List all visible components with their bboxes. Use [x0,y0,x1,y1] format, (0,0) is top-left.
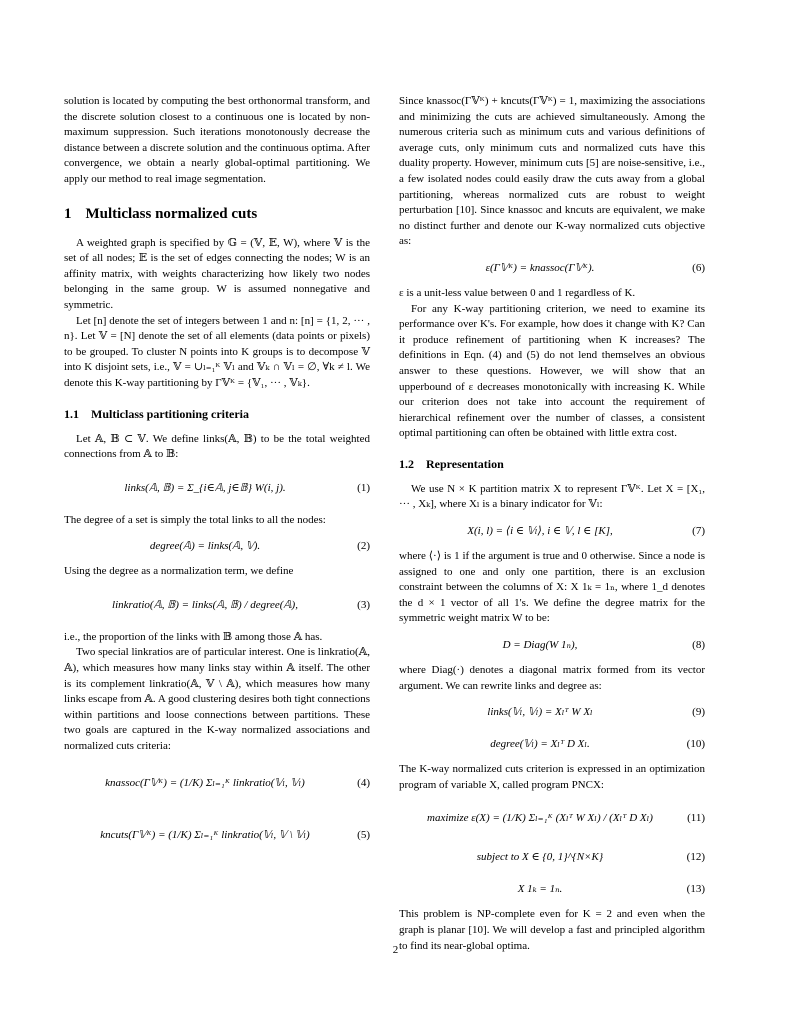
paragraph: Two special linkratios are of particular interest. One is linkratio(𝔸, 𝔸), which measures how many links stay within 𝔸 itself. The other is its complement linkratio(𝔸, 𝕍 \ 𝔸), which measures how many links escape from 𝔸. A good clustering desires both tight connections within partitions and loose connections between partitions. These two goals are captured in the K-way normalized associations and normalized cuts criteria: [64,646,370,753]
equation [64,584,370,626]
paragraph: Since knassoc(Γ𝕍ᴷ) + kncuts(Γ𝕍ᴷ) = 1, maximizing the associations and minimizing the cuts are achieved simultaneously. Among the numerous criteria such as minimum cuts and various definitions of average cuts, only minimum cuts and normalized cuts have this duality property. However, minimum cuts [5] are noise-sensitive, i.e., a few isolated nodes could easily draw the cuts away from a global partitioning, whereas normalized cuts are robust to weight perturbation [10]. Since knassoc and kncuts are equivalent, we make no distinct further and denote our K-way normalized cuts objective as: [399,95,705,248]
equation-number: (8) [692,639,705,652]
paragraph: Let 𝔸, 𝔹 ⊂ 𝕍. We define links(𝔸, 𝔹) to be the total weighted connections from 𝔸 to 𝔹: [64,432,370,461]
paragraph: We use N × K partition matrix X to represent Γ𝕍ᴷ. Let X = [X₁, ··· , Xₖ], where Xₗ is a binary indicator for 𝕍ₗ: [399,482,705,511]
subsection-number: 1.1 [64,406,79,421]
equation [399,875,705,903]
equation [399,698,705,726]
equation-body: links(𝔸, 𝔹) = Σ_{i∈𝔸, j∈𝔹} W(i, j). [124,481,286,494]
equation-number: (11) [687,812,705,825]
equation-number: (7) [692,525,705,538]
equation-number: (3) [357,598,370,611]
subsection-title: Representation [426,456,504,471]
right-column [399,94,705,954]
paragraph: i.e., the proportion of the links with 𝔹 among those 𝔸 has. [64,630,323,643]
equation-number: (12) [686,851,705,864]
paragraph: This problem is NP-complete even for K = 2 and even when the graph is planar [10]. We will develop a fast and principled algorithm to find its near-global optima. [399,908,705,952]
equation-number: (5) [357,828,370,841]
paragraph: where Diag(·) denotes a diagonal matrix formed from its vector argument. We can rewrite links and degree as: [399,664,705,692]
equation [64,811,370,859]
equation-body: subject to X ∈ {0, 1}^{N×K} [476,851,604,864]
paragraph: ε is a unit-less value between 0 and 1 regardless of K. [399,286,636,299]
equation [64,467,370,509]
equation-number: (2) [357,540,370,553]
equation-body: X 1ₖ = 1ₙ. [517,883,563,896]
subsection-heading [64,406,370,422]
equation [399,797,705,839]
equation-body: D = Diag(W 1ₙ), [502,639,578,652]
equation-number: (13) [686,883,705,896]
paragraph: The K-way normalized cuts criterion is expressed in an optimization program of variable X, called program PNCX: [399,763,705,791]
equation [399,730,705,758]
paragraph: The degree of a set is simply the total links to all the nodes: [64,513,326,526]
paragraph: solution is located by computing the best orthonormal transform, and the discrete solution closest to a continuous one is located by non-maximum suppression. Such iterations monotonously decrease the distance between a discrete solution and the continuous optima. After convergence, we obtain a nearly global-optimal partitioning. We apply our method to real image segmentation. [64,95,370,185]
paragraph: Let [n] denote the set of integers between 1 and n: [n] = {1, 2, ··· , n}. Let 𝕍 = [N] denote the set of all elements (data points or pixels) to be grouped. To cluster N points into K groups is to decompose 𝕍 into K disjoint sets, i.e., 𝕍 = ∪ₗ₌₁ᴷ 𝕍ₗ and 𝕍ₖ ∩ 𝕍ₗ = ∅, ∀k ≠ l. We denote this K-way partitioning by Γ𝕍ᴷ = {𝕍₁, ··· , 𝕍ₖ}. [64,314,370,389]
paragraph: A weighted graph is specified by 𝔾 = (𝕍, 𝔼, W), where 𝕍 is the set of all nodes; 𝔼 is the set of edges connecting the nodes; W is an affinity matrix, with weights characterizing how likely two nodes belonging in the same group. W is assumed nonnegative and symmetric. [64,236,370,311]
equation-number: (4) [357,776,370,789]
equation [399,843,705,871]
equation-body: kncuts(Γ𝕍ᴷ) = (1/K) Σₗ₌₁ᴷ linkratio(𝕍ₗ, 𝕍 \ 𝕍ₗ) [100,828,310,841]
equation [64,532,370,560]
equation-number: (9) [692,706,705,719]
equation-body: links(𝕍ₗ, 𝕍ₗ) = Xₗᵀ W Xₗ [487,706,593,719]
section-heading [64,204,370,224]
equation-body: linkratio(𝔸, 𝔹) = links(𝔸, 𝔹) / degree(𝔸), [112,598,298,611]
subsection-number: 1.2 [399,456,414,471]
left-column [64,94,370,863]
equation [399,254,705,282]
section-title: Multiclass normalized cuts [85,205,258,222]
equation-number: (1) [357,481,370,494]
paragraph: Using the degree as a normalization term, we define [64,565,294,578]
equation [399,517,705,545]
page-number: 2 [392,944,399,956]
equation [64,759,370,807]
equation-body: degree(𝔸) = links(𝔸, 𝕍). [149,540,261,553]
equation-body: maximize ε(X) = (1/K) Σₗ₌₁ᴷ (Xₗᵀ W Xₗ) / (Xₗᵀ D Xₗ) [427,812,653,825]
equation-body: X(i, l) = ⟨i ∈ 𝕍ₗ⟩, i ∈ 𝕍, l ∈ [K], [467,525,613,538]
equation-body: knassoc(Γ𝕍ᴷ) = (1/K) Σₗ₌₁ᴷ linkratio(𝕍ₗ, 𝕍ₗ) [105,776,305,789]
section-number: 1 [64,205,72,222]
paragraph: For any K-way partitioning criterion, we need to examine its performance over K's. For example, how does it change with K? Can it produce refinement of partitioning when K increases? The definitions in Eqn. (4) and (5) do not lend themselves an obvious answer to these questions. However, we will show that an upperbound of ε decreases monotonically with increasing K. While our criterion does not take into account the requirement of hierarchical refinement over the number of classes, a consistent optimal partitioning can often be obtained with little extra cost. [399,302,705,440]
subsection-title: Multiclass partitioning criteria [91,406,249,421]
equation [399,631,705,659]
subsection-heading [399,456,705,472]
equation-number: (6) [692,261,705,274]
equation-body: ε(Γ𝕍ᴷ) = knassoc(Γ𝕍ᴷ). [485,261,595,274]
paragraph: where ⟨·⟩ is 1 if the argument is true and 0 otherwise. Since a node is assigned to one and only one partition, there is an exclusion constraint between the columns of X: X 1ₖ = 1ₙ, where 1_d denotes the d × 1 vector of all 1's. We define the degree matrix for the symmetric weight matrix W to be: [399,550,705,625]
equation-body: degree(𝕍ₗ) = Xₗᵀ D Xₗ. [490,738,590,751]
equation-number: (10) [686,738,705,751]
